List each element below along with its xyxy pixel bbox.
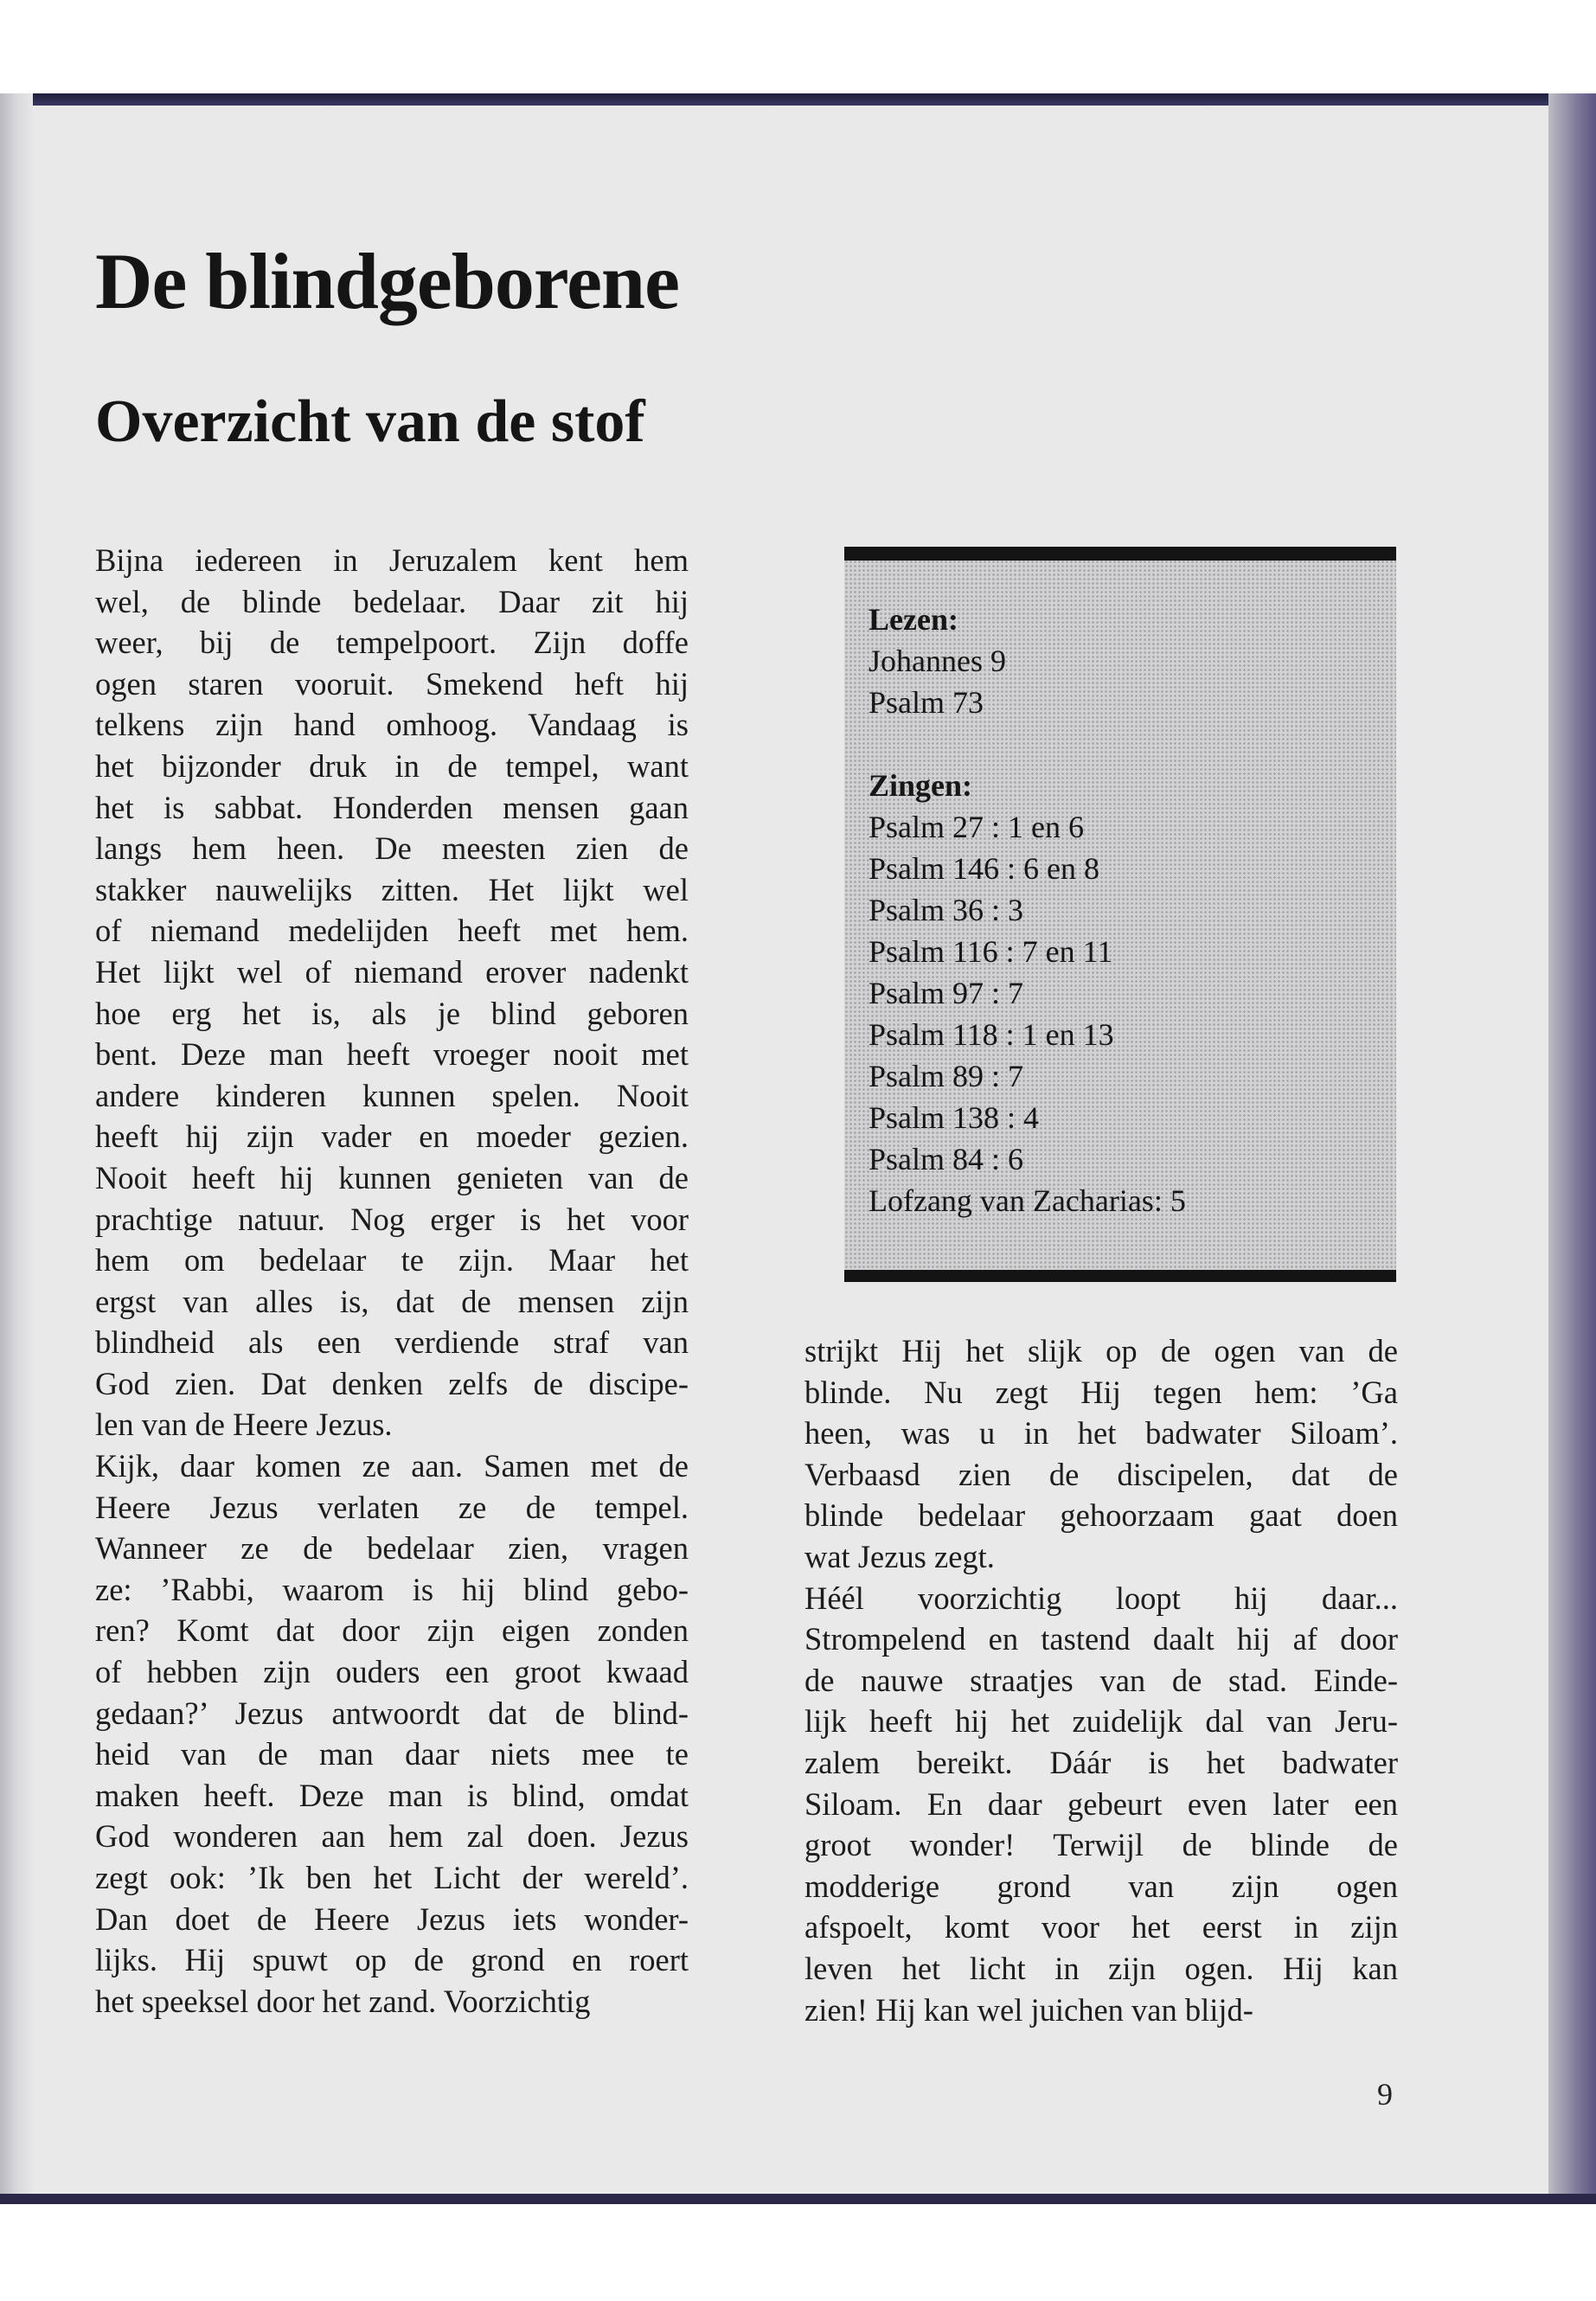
page-number: 9	[1377, 2077, 1393, 2112]
text-line: prachtige natuur. Nog erger is het voor	[95, 1201, 689, 1237]
text-line: strijkt Hij het slijk op de ogen van de	[804, 1333, 1398, 1368]
text-line: blinde. Nu zegt Hij tegen hem: ’Ga	[804, 1374, 1398, 1410]
text-line: andere kinderen kunnen spelen. Nooit	[95, 1077, 689, 1113]
spacer	[869, 723, 1379, 765]
text-line: telkens zijn hand omhoog. Vandaag is	[95, 707, 689, 743]
text-line: afspoelt, komt voor het eerst in zijn	[804, 1909, 1398, 1945]
text-line: heen, was u in het badwater Siloam’.	[804, 1415, 1398, 1452]
text-line: blindheid als een verdiende straf van	[95, 1324, 689, 1361]
text-line: len van de Heere Jezus.	[95, 1407, 393, 1443]
section-subtitle: Overzicht van de stof	[95, 388, 645, 455]
text-line: langs hem heen. De meesten zien de	[95, 830, 689, 867]
reading-list	[869, 640, 1379, 723]
text-line: zien! Hij kan wel juichen van blijd-	[804, 1991, 1253, 2028]
text-line: blinde bedelaar gehoorzaam gaat doen	[804, 1497, 1398, 1534]
text-line: Heere Jezus verlaten ze de tempel.	[95, 1489, 689, 1525]
text-line: het speeksel door het zand. Voorzichtig	[95, 1983, 591, 2019]
text-line: Héél voorzichtig loopt hij daar...	[804, 1580, 1398, 1616]
text-line: wat Jezus zegt.	[804, 1538, 995, 1574]
info-box-top-rule	[844, 547, 1396, 561]
text-line: leven het licht in zijn ogen. Hij kan	[804, 1950, 1398, 1986]
text-line: Het lijkt wel of niemand erover nadenkt	[95, 953, 689, 990]
list-item: Psalm 118 : 1 en 13	[869, 1017, 1114, 1052]
text-line: het is sabbat. Honderden mensen gaan	[95, 789, 689, 825]
list-item: Johannes 9	[869, 644, 1006, 678]
text-line: heeft hij zijn vader en moeder gezien.	[95, 1118, 689, 1155]
text-line: ogen staren vooruit. Smekend heft hij	[95, 665, 689, 702]
text-line: stakker nauwelijks zitten. Het lijkt wel	[95, 871, 689, 907]
text-line: de nauwe straatjes van de stad. Einde-	[804, 1662, 1398, 1698]
text-line: ren? Komt dat door zijn eigen zonden	[95, 1612, 689, 1649]
text-line: lijks. Hij spuwt op de grond en roert	[95, 1942, 689, 1978]
singing-list	[869, 806, 1379, 1221]
text-line: God wonderen aan hem zal doen. Jezus	[95, 1818, 689, 1855]
list-item: Psalm 97 : 7	[869, 976, 1024, 1010]
list-item: Psalm 116 : 7 en 11	[869, 934, 1113, 969]
text-line: heid van de man daar niets mee te	[95, 1736, 689, 1772]
text-line: maken heeft. Deze man is blind, omdat	[95, 1777, 689, 1813]
list-item: Psalm 138 : 4	[869, 1100, 1040, 1135]
text-line: weer, bij de tempelpoort. Zijn doffe	[95, 625, 689, 661]
text-line: het bijzonder druk in de tempel, want	[95, 747, 689, 784]
text-line: hoe erg het is, als je blind geboren	[95, 995, 689, 1031]
text-line: of niemand medelijden heeft met hem.	[95, 913, 689, 949]
list-item: Psalm 84 : 6	[869, 1142, 1024, 1176]
info-box-bottom-rule	[844, 1270, 1396, 1282]
text-line: ergst van alles is, dat de mensen zijn	[95, 1283, 689, 1319]
text-line: of hebben zijn ouders een groot kwaad	[95, 1654, 689, 1690]
text-line: zegt ook: ’Ik ben het Licht der wereld’.	[95, 1860, 689, 1895]
text-line: Siloam. En daar gebeurt even later een	[804, 1785, 1398, 1822]
text-line: Bijna iedereen in Jeruzalem kent hem	[95, 542, 689, 578]
text-line: Wanneer ze de bedelaar zien, vragen	[95, 1530, 689, 1567]
book-edge-bottom	[0, 2194, 1596, 2204]
text-line: gedaan?’ Jezus antwoordt dat de blind-	[95, 1695, 689, 1731]
reading-heading: Lezen:	[869, 602, 958, 637]
list-item: Psalm 146 : 6 en 8	[869, 851, 1099, 886]
list-item: Psalm 73	[869, 685, 984, 720]
text-line: Verbaasd zien de discipelen, dat de	[804, 1456, 1398, 1492]
text-line: Kijk, daar komen ze aan. Samen met de	[95, 1448, 689, 1484]
left-text-column	[95, 540, 689, 2022]
text-line: Strompelend en tastend daalt hij af door	[804, 1621, 1398, 1657]
right-text-column	[804, 1330, 1398, 2030]
text-line: Dan doet de Heere Jezus iets wonder-	[95, 1900, 689, 1937]
list-item: Psalm 27 : 1 en 6	[869, 810, 1084, 844]
text-line: bent. Deze man heeft vroeger nooit met	[95, 1036, 689, 1073]
text-line: Nooit heeft hij kunnen genieten van de	[95, 1159, 689, 1195]
text-line: hem om bedelaar te zijn. Maar het	[95, 1242, 689, 1279]
page-title: De blindgeborene	[95, 237, 679, 325]
list-item: Psalm 89 : 7	[869, 1059, 1024, 1093]
book-edge-top	[0, 93, 1596, 106]
list-item: Lofzang van Zacharias: 5	[869, 1183, 1186, 1218]
book-cover-edge-right	[1548, 93, 1596, 2204]
singing-heading: Zingen:	[869, 768, 973, 803]
text-line: modderige grond van zijn ogen	[804, 1868, 1398, 1904]
text-line: wel, de blinde bedelaar. Daar zit hij	[95, 583, 689, 619]
text-line: ze: ’Rabbi, waarom is hij blind gebo-	[95, 1571, 689, 1607]
text-line: groot wonder! Terwijl de blinde de	[804, 1827, 1398, 1863]
book-edge-left	[0, 93, 33, 2204]
list-item: Psalm 36 : 3	[869, 893, 1024, 927]
text-line: lijk heeft hij het zuidelijk dal van Jeru-	[804, 1703, 1398, 1740]
text-line: zalem bereikt. Dáár is het badwater	[804, 1744, 1398, 1780]
info-box-content	[869, 599, 1379, 1221]
text-line: God zien. Dat denken zelfs de discipe-	[95, 1365, 689, 1401]
